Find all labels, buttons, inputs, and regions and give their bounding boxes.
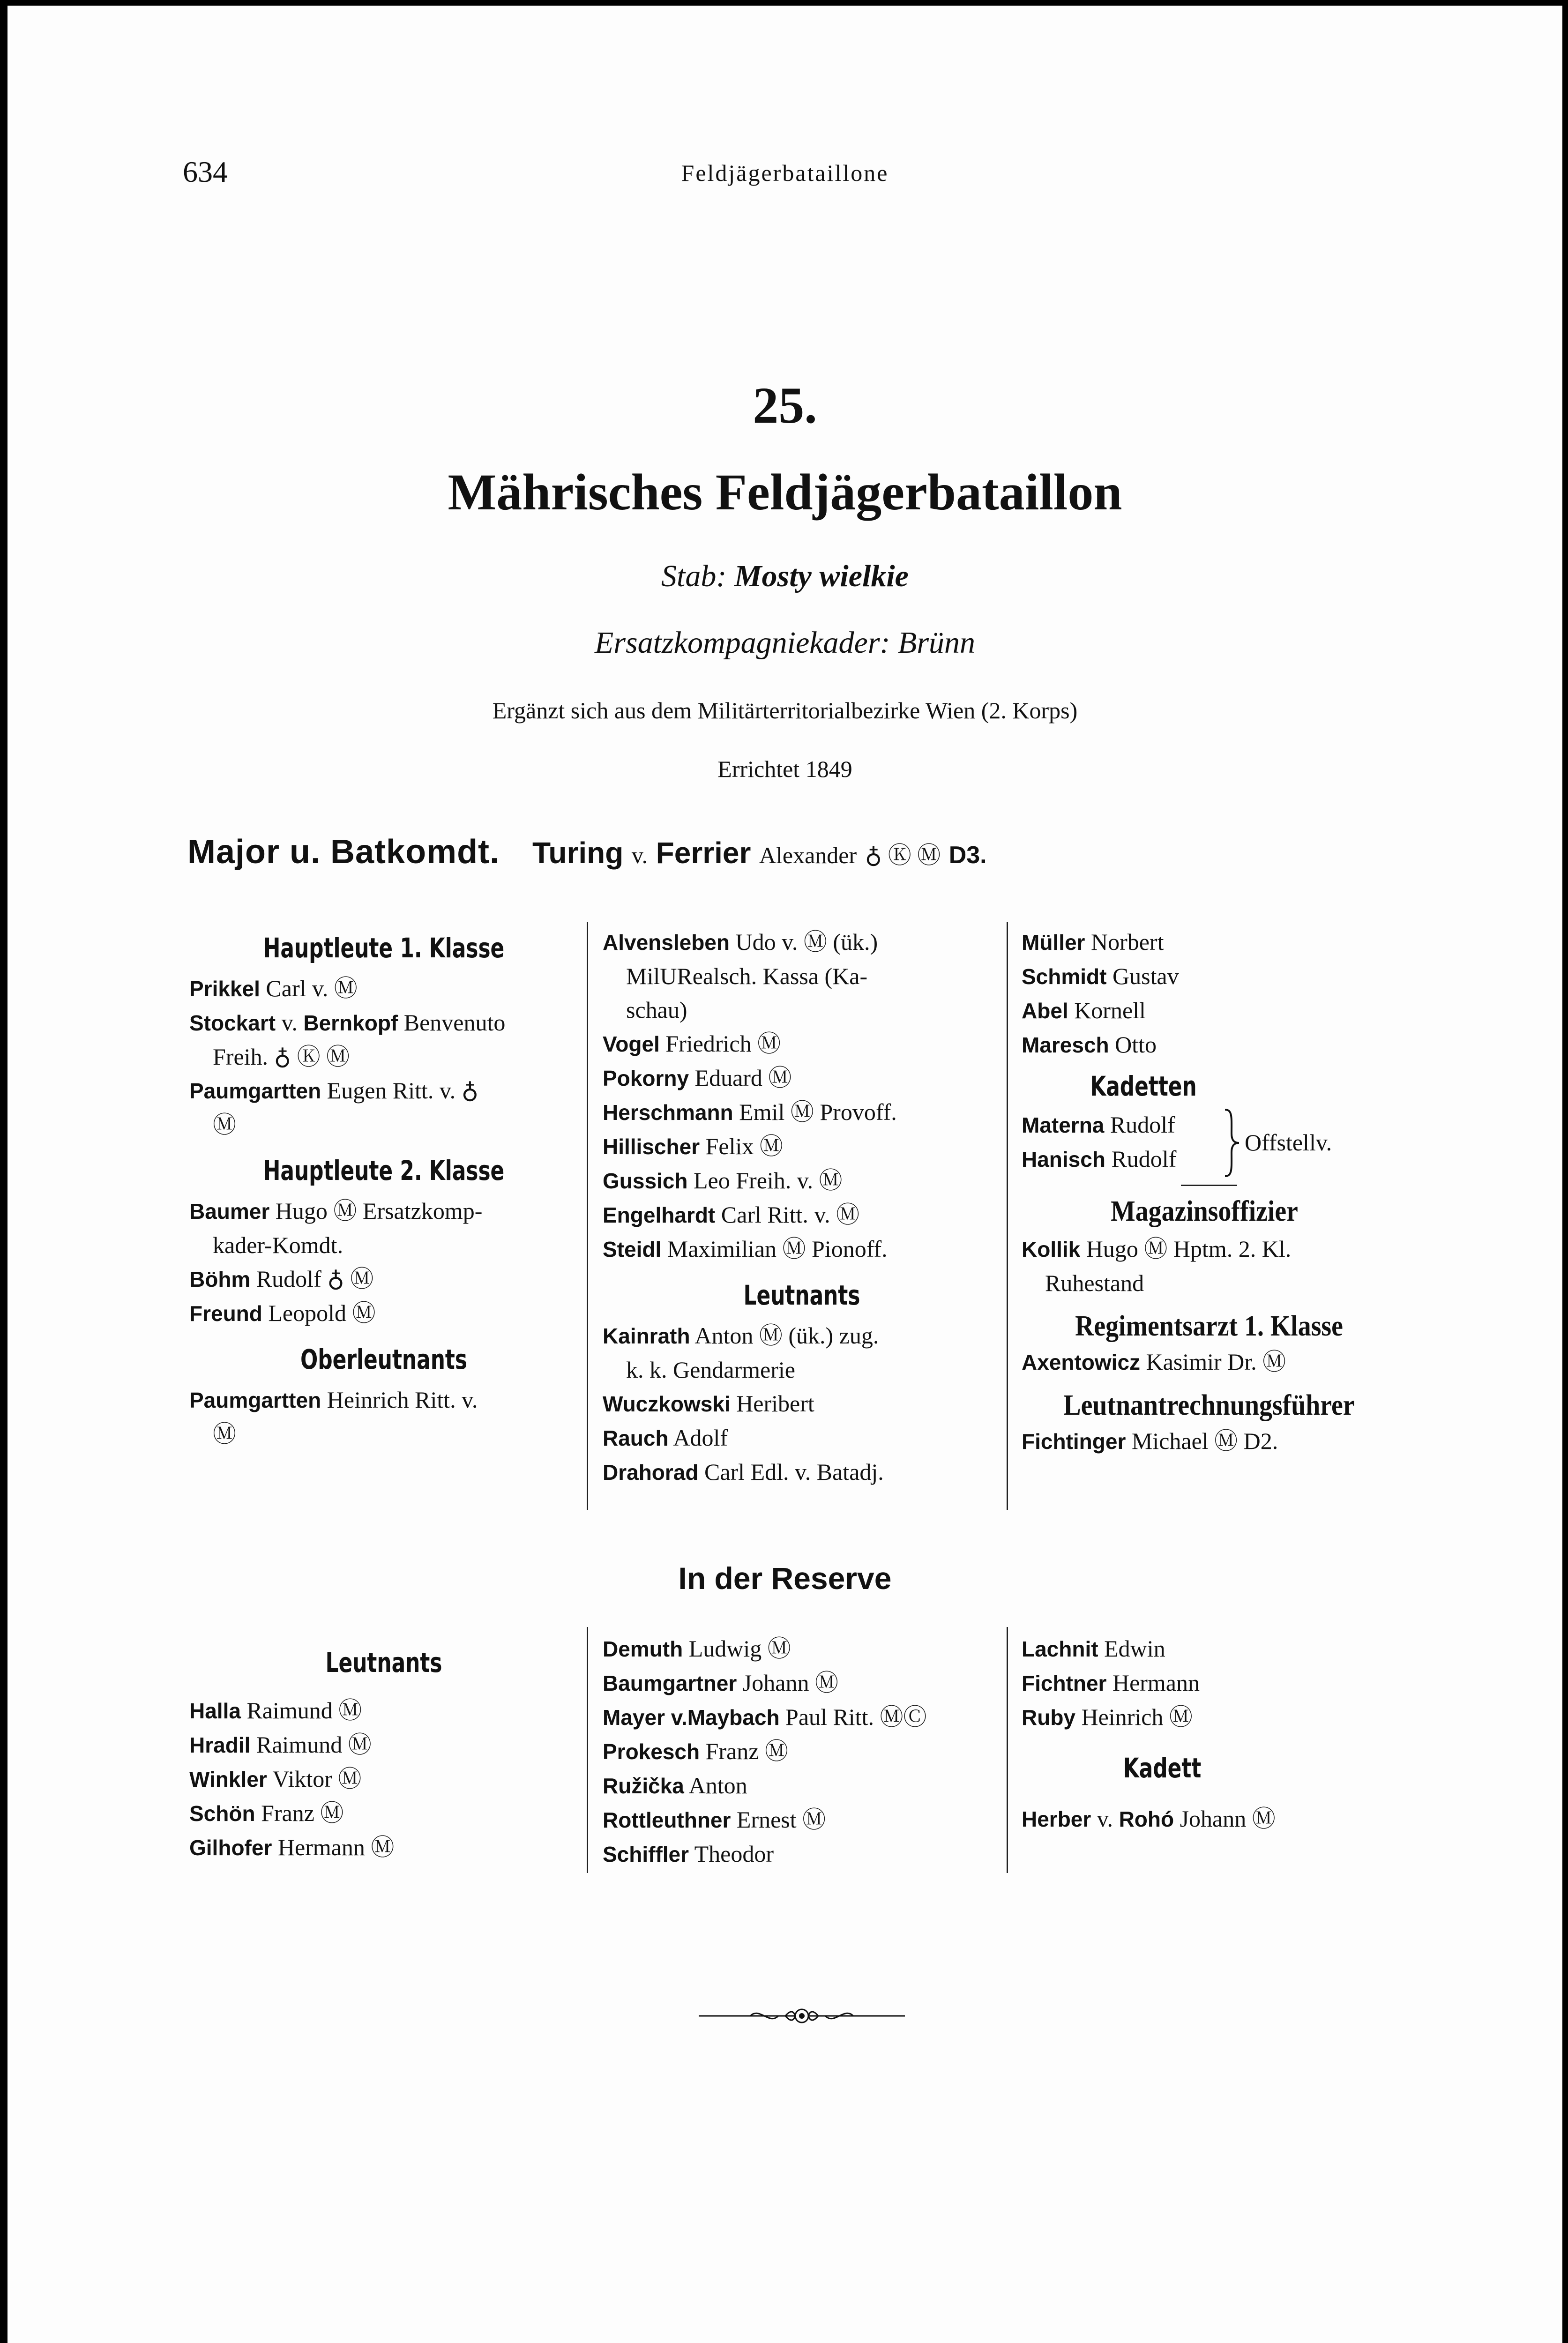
entry-details: Heinrich Ⓜ (1075, 1704, 1193, 1730)
entry-details: v. (276, 1009, 304, 1036)
personnel-entry (603, 1421, 1001, 1455)
personnel-entry (603, 1768, 1006, 1803)
personnel-entry (1022, 1232, 1429, 1266)
entry-details: Ludwig Ⓜ (683, 1635, 791, 1662)
entry-details-2: Benvenuto (398, 1009, 506, 1036)
entry-details: Edwin (1098, 1635, 1165, 1662)
personnel-entry (603, 1632, 1006, 1666)
section-heading: Kadett (1123, 1752, 1202, 1784)
personnel-entry (603, 1666, 1006, 1700)
personnel-entry (603, 1319, 1001, 1353)
section-heading: Leutnantrechnungsführer (1063, 1389, 1355, 1421)
personnel-entry (603, 1700, 1006, 1734)
personnel-entry (189, 971, 578, 1006)
active-column-2 (603, 925, 1001, 1489)
entry-details: Carl Edl. v. Batadj. (698, 1459, 884, 1485)
entry-details: Anton (684, 1772, 747, 1798)
stab-label: Stab: (661, 559, 727, 593)
founded-line: Errichtet 1849 (717, 756, 852, 782)
entry-details: Raimund Ⓜ (240, 1697, 362, 1724)
entry-surname: Kollik (1022, 1237, 1081, 1261)
section-heading: Leutnants (325, 1647, 442, 1679)
personnel-entry (603, 1129, 1001, 1164)
entry-details: Johann Ⓜ (737, 1670, 838, 1696)
column-rule (1007, 922, 1008, 1510)
personnel-entry (189, 1728, 578, 1762)
section-heading: Leutnants (743, 1279, 860, 1311)
ersatz-line (7, 625, 1562, 661)
section-heading: Kadetten (1090, 1070, 1197, 1102)
entry-details: Gustav (1106, 963, 1179, 989)
entry-details: Hermann (1106, 1670, 1200, 1696)
personnel-entry (189, 1830, 578, 1865)
entry-details: Otto (1109, 1031, 1157, 1058)
commander-tail: D3. (948, 842, 987, 869)
entry-surname: Gussich (603, 1169, 688, 1193)
active-column-3 (1022, 925, 1429, 1458)
entry-details: v. (1091, 1806, 1119, 1832)
section-heading: Magazinsoffizier (1111, 1195, 1298, 1227)
personnel-entry (603, 1803, 1006, 1837)
entry-surname: Demuth (603, 1637, 683, 1661)
personnel-entry (189, 1796, 578, 1830)
section-heading: Hauptleute 2. Klasse (263, 1155, 505, 1186)
entry-surname: Freund (189, 1301, 262, 1326)
personnel-entry (603, 1232, 1001, 1266)
entry-details: Raimund Ⓜ (250, 1731, 372, 1758)
commander-line (187, 833, 987, 872)
entry-surname: Paumgartten (189, 1388, 321, 1412)
stab-line (7, 559, 1562, 594)
entry-details: Franz Ⓜ (255, 1800, 344, 1826)
personnel-entry (603, 1734, 1006, 1768)
section-heading: Oberleutnants (300, 1343, 467, 1375)
section-heading: Regimentsarzt 1. Klasse (1075, 1310, 1343, 1342)
entry-continuation: Ⓜ (213, 1421, 236, 1447)
entry-details: Rudolf (1104, 1112, 1175, 1138)
entry-surname: Prikkel (189, 977, 260, 1001)
entry-surname: Maresch (1022, 1033, 1109, 1057)
personnel-entry (603, 1164, 1001, 1198)
entry-continuation: kader-Komdt. (213, 1232, 343, 1258)
entry-surname: Schön (189, 1801, 255, 1826)
personnel-entry (603, 1027, 1001, 1061)
personnel-entry (189, 1006, 578, 1040)
entry-continuation: MilURealsch. Kassa (Ka- (626, 963, 868, 989)
commander-particle: v. (631, 842, 648, 868)
page-number: 634 (183, 155, 228, 188)
entry-continuation: Freih. ♁ Ⓚ Ⓜ (213, 1044, 350, 1070)
personnel-entry (189, 1074, 578, 1108)
entry-continuation: schau) (626, 997, 687, 1023)
entry-details: Kasimir Dr. Ⓜ (1140, 1349, 1286, 1375)
column-rule (587, 1627, 588, 1873)
entry-continuation: Ⓜ (213, 1112, 236, 1138)
entry-surname: Ruby (1022, 1705, 1075, 1730)
personnel-entry (603, 1837, 1006, 1871)
personnel-entry (603, 1387, 1001, 1421)
kadetten-group (1022, 1108, 1429, 1176)
entry-details: Carl Ritt. v. Ⓜ (715, 1201, 860, 1228)
entry-details: Paul Ritt. ⓂⒸ (779, 1704, 927, 1730)
entry-surname: Ružička (603, 1774, 684, 1798)
entry-details: Felix Ⓜ (700, 1133, 783, 1159)
personnel-entry (603, 1455, 1001, 1489)
entry-details: Norbert (1085, 929, 1164, 955)
entry-surname: Abel (1022, 999, 1068, 1023)
active-column-1 (189, 931, 578, 1451)
entry-details: Eduard Ⓜ (689, 1065, 792, 1091)
entry-surname: Winkler (189, 1767, 267, 1791)
entry-details-2: Johann Ⓜ (1174, 1806, 1276, 1832)
entry-surname: Halla (189, 1699, 241, 1723)
ornament-divider-icon (699, 2002, 905, 2030)
personnel-entry (189, 1194, 578, 1228)
personnel-entry (189, 1694, 578, 1728)
entry-surname: Herber (1022, 1807, 1091, 1831)
entry-details: Adolf (668, 1425, 728, 1451)
personnel-entry (189, 1383, 578, 1417)
ersatz-label: Ersatzkompagniekader: (594, 626, 890, 660)
personnel-entry (1022, 1424, 1429, 1458)
entry-surname: Alvensleben (603, 930, 730, 955)
commander-surname-2: Ferrier (656, 836, 751, 870)
entry-details: Viktor Ⓜ (267, 1766, 362, 1792)
entry-surname: Paumgartten (189, 1079, 321, 1103)
entry-surname: Engelhardt (603, 1203, 716, 1227)
entry-details: Franz Ⓜ (700, 1738, 788, 1764)
entry-details: Maximilian Ⓜ Pionoff. (661, 1236, 888, 1262)
entry-details: Rudolf (1105, 1146, 1177, 1172)
entry-details: Hugo Ⓜ Ersatzkomp- (269, 1198, 483, 1224)
unit-title: Mährisches Feldjägerbataillon (448, 463, 1122, 521)
personnel-entry (1022, 925, 1429, 959)
entry-details: Leo Freih. v. Ⓜ (687, 1167, 843, 1194)
recruitment-line: Ergänzt sich aus dem Militärterritorialbezirke Wien (2. Korps) (492, 697, 1078, 724)
entry-surname: Rottleuthner (603, 1808, 731, 1832)
entry-surname: Gilhofer (189, 1836, 272, 1860)
personnel-entry (189, 1762, 578, 1796)
entry-surname: Drahorad (603, 1460, 699, 1485)
personnel-entry (1022, 1345, 1429, 1379)
personnel-entry (1022, 1802, 1429, 1836)
entry-surname: Steidl (603, 1237, 662, 1261)
commander-given: Alexander (759, 842, 857, 868)
entry-details: Carl v. Ⓜ (260, 975, 358, 1001)
entry-surname: Pokorny (603, 1066, 689, 1090)
entry-details: Leopold Ⓜ (262, 1300, 376, 1326)
section-heading: Hauptleute 1. Klasse (263, 932, 505, 964)
column-rule (587, 922, 588, 1510)
entry-details: Hugo Ⓜ Hptm. 2. Kl. (1080, 1236, 1292, 1262)
personnel-entry (603, 1198, 1001, 1232)
personnel-entry (1022, 993, 1429, 1028)
entry-details: Anton Ⓜ (ük.) zug. (690, 1322, 879, 1349)
personnel-entry (1022, 1700, 1429, 1734)
personnel-entry (1022, 1028, 1429, 1062)
entry-details: Eugen Ritt. v. ♁ (321, 1077, 479, 1104)
entry-details: Michael Ⓜ D2. (1126, 1428, 1278, 1454)
entry-details: Friedrich Ⓜ (659, 1030, 781, 1057)
entry-details: Emil Ⓜ Provoff. (733, 1099, 897, 1125)
entry-surname: Hillischer (603, 1134, 700, 1159)
entry-surname: Axentowicz (1022, 1350, 1141, 1374)
entry-surname: Herschmann (603, 1100, 733, 1125)
ersatz-value: Brünn (898, 626, 976, 660)
entry-surname: Baumgartner (603, 1671, 737, 1695)
stab-value: Mosty wielkie (734, 559, 909, 593)
reserve-column-3 (1022, 1632, 1429, 1836)
personnel-entry (603, 1061, 1001, 1095)
entry-surname: Kainrath (603, 1324, 690, 1348)
entry-surname: Böhm (189, 1267, 251, 1291)
kadetten-note: Offstellv. (1245, 1129, 1332, 1156)
entry-surname: Schiffler (603, 1842, 689, 1866)
personnel-entry (603, 1095, 1001, 1129)
personnel-entry (189, 1262, 578, 1296)
personnel-entry (603, 925, 1001, 959)
reserve-column-2 (603, 1632, 1006, 1871)
entry-surname: Hradil (189, 1733, 251, 1757)
brace-icon (1223, 1108, 1242, 1178)
entry-continuation: Ruhestand (1045, 1270, 1144, 1296)
entry-details: Hermann Ⓜ (272, 1834, 395, 1860)
entry-details: Kornell (1068, 997, 1146, 1023)
document-page (7, 6, 1562, 2343)
commander-surname: Turing (532, 836, 624, 870)
entry-surname: Prokesch (603, 1739, 700, 1764)
commander-rank: Major u. Batkomdt. (187, 833, 500, 871)
entry-surname: Müller (1022, 930, 1085, 955)
unit-number: 25. (753, 377, 817, 434)
entry-surname: Rauch (603, 1426, 669, 1450)
personnel-entry (1022, 1632, 1429, 1666)
entry-surname: Hanisch (1022, 1147, 1105, 1172)
entry-details: Heribert (730, 1390, 814, 1417)
entry-surname: Materna (1022, 1113, 1105, 1137)
entry-details: Ernest Ⓜ (731, 1806, 826, 1833)
running-title: Feldjägerbataillone (681, 160, 889, 186)
entry-continuation: k. k. Gendarmerie (626, 1357, 795, 1383)
reserve-heading: In der Reserve (678, 1561, 892, 1596)
entry-surname-2: Bernkopf (303, 1011, 398, 1035)
entry-surname: Stockart (189, 1011, 276, 1035)
entry-details: Heinrich Ritt. v. (321, 1387, 478, 1413)
entry-surname: Schmidt (1022, 964, 1107, 989)
entry-surname: Baumer (189, 1199, 270, 1224)
personnel-entry (189, 1296, 578, 1330)
entry-surname-2: Rohó (1119, 1807, 1174, 1831)
personnel-entry (1022, 1666, 1429, 1700)
entry-surname: Lachnit (1022, 1637, 1098, 1661)
reserve-column-1 (189, 1646, 578, 1865)
column-rule (1007, 1627, 1008, 1873)
short-rule (1181, 1185, 1237, 1186)
entry-details: Theodor (689, 1841, 774, 1867)
entry-surname: Mayer v.Maybach (603, 1705, 780, 1730)
entry-details: Udo v. Ⓜ (ük.) (730, 929, 878, 955)
commander-decorations: ♁ Ⓚ Ⓜ (865, 842, 941, 868)
entry-surname: Vogel (603, 1032, 660, 1056)
entry-surname: Fichtner (1022, 1671, 1107, 1695)
personnel-entry (1022, 959, 1429, 993)
entry-details: Rudolf ♁ Ⓜ (250, 1266, 374, 1292)
entry-surname: Fichtinger (1022, 1429, 1126, 1454)
entry-surname: Wuczkowski (603, 1392, 731, 1416)
